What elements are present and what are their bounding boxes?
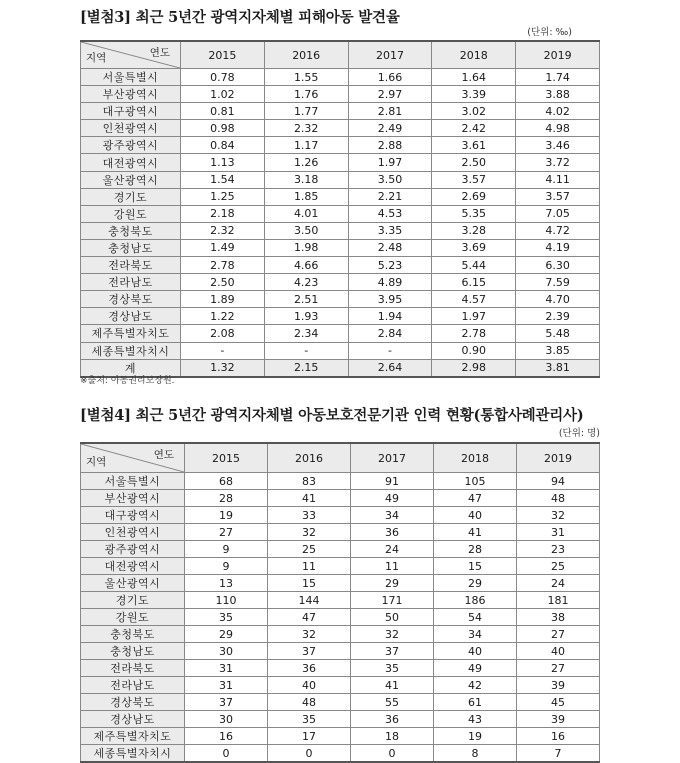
year-header: 2019 (516, 41, 600, 69)
value-cell: 31 (185, 660, 268, 677)
value-cell: 37 (185, 694, 268, 711)
value-cell: 11 (268, 558, 351, 575)
corner-year-label: 연도 (149, 47, 170, 59)
table1-source: ※출처: 아동권리보장원. (80, 376, 175, 386)
value-cell: 29 (434, 575, 517, 592)
value-cell: 110 (185, 592, 268, 609)
table-row (81, 120, 600, 137)
value-cell: 18 (351, 728, 434, 745)
value-cell: 2.78 (181, 257, 265, 274)
value-cell: 1.64 (432, 69, 516, 86)
value-cell: 1.32 (181, 359, 265, 377)
value-cell: 4.11 (516, 171, 600, 188)
table1-unit: (단위: ‰) (527, 27, 572, 38)
corner-region-label: 지역 (86, 456, 107, 468)
value-cell: 39 (517, 711, 600, 728)
region-cell: 충청남도 (81, 643, 185, 660)
value-cell: 186 (434, 592, 517, 609)
value-cell: 23 (517, 541, 600, 558)
value-cell: 37 (268, 643, 351, 660)
table-row (81, 103, 600, 120)
region-cell: 제주특별자치도 (81, 325, 181, 342)
value-cell: 1.17 (264, 137, 348, 154)
value-cell: 50 (351, 609, 434, 626)
value-cell: 2.78 (432, 325, 516, 342)
region-cell: 서울특별시 (81, 473, 185, 490)
value-cell: 7.05 (516, 205, 600, 222)
value-cell: 2.42 (432, 120, 516, 137)
table-row (81, 626, 600, 643)
region-cell: 대전광역시 (81, 154, 181, 171)
region-cell: 광주광역시 (81, 541, 185, 558)
table-row (81, 257, 600, 274)
region-cell: 전라북도 (81, 660, 185, 677)
value-cell: 15 (434, 558, 517, 575)
value-cell: 54 (434, 609, 517, 626)
table-row (81, 342, 600, 359)
value-cell: 1.89 (181, 291, 265, 308)
value-cell: 40 (517, 643, 600, 660)
table2-title: [별첨4] 최근 5년간 광역지자체별 아동보호전문기관 인력 현황(통합사례관리사) (80, 407, 584, 424)
value-cell: 91 (351, 473, 434, 490)
value-cell: 11 (351, 558, 434, 575)
table-row (81, 643, 600, 660)
year-header: 2015 (185, 443, 268, 473)
value-cell: 29 (185, 626, 268, 643)
region-cell: 경상남도 (81, 308, 181, 325)
value-cell: 3.28 (432, 222, 516, 239)
value-cell: 3.72 (516, 154, 600, 171)
value-cell: 2.32 (181, 222, 265, 239)
value-cell: 6.15 (432, 274, 516, 291)
value-cell: 35 (185, 609, 268, 626)
value-cell: 43 (434, 711, 517, 728)
value-cell: 2.84 (348, 325, 432, 342)
region-cell: 서울특별시 (81, 69, 181, 86)
value-cell: - (348, 342, 432, 359)
value-cell: 2.97 (348, 86, 432, 103)
table-row (81, 592, 600, 609)
table1 (80, 40, 600, 378)
value-cell: 1.13 (181, 154, 265, 171)
value-cell: 4.98 (516, 120, 600, 137)
table-row (81, 609, 600, 626)
value-cell: 1.66 (348, 69, 432, 86)
value-cell: 1.85 (264, 188, 348, 205)
value-cell: 45 (517, 694, 600, 711)
value-cell: 1.55 (264, 69, 348, 86)
value-cell: 16 (185, 728, 268, 745)
value-cell: 2.81 (348, 103, 432, 120)
table-row (81, 575, 600, 592)
value-cell: 5.35 (432, 205, 516, 222)
value-cell: 48 (517, 490, 600, 507)
value-cell: 40 (434, 507, 517, 524)
table-row (81, 205, 600, 222)
region-cell: 전라남도 (81, 274, 181, 291)
value-cell: 4.23 (264, 274, 348, 291)
region-cell: 광주광역시 (81, 137, 181, 154)
table-row (81, 524, 600, 541)
region-cell: 대구광역시 (81, 103, 181, 120)
value-cell: 3.39 (432, 86, 516, 103)
value-cell: 3.50 (264, 222, 348, 239)
value-cell: 4.01 (264, 205, 348, 222)
table-row (81, 745, 600, 763)
value-cell: 28 (185, 490, 268, 507)
table-row (81, 677, 600, 694)
value-cell: 7.59 (516, 274, 600, 291)
value-cell: 19 (434, 728, 517, 745)
table2 (80, 442, 600, 763)
value-cell: 105 (434, 473, 517, 490)
region-cell: 인천광역시 (81, 524, 185, 541)
value-cell: 9 (185, 558, 268, 575)
value-cell: 19 (185, 507, 268, 524)
value-cell: 4.89 (348, 274, 432, 291)
value-cell: 38 (517, 609, 600, 626)
region-cell: 울산광역시 (81, 575, 185, 592)
table2-header-row (81, 443, 600, 473)
table-row (81, 558, 600, 575)
value-cell: 33 (268, 507, 351, 524)
year-header: 2018 (434, 443, 517, 473)
value-cell: 68 (185, 473, 268, 490)
region-cell: 경기도 (81, 188, 181, 205)
value-cell: 28 (434, 541, 517, 558)
value-cell: 171 (351, 592, 434, 609)
region-cell: 부산광역시 (81, 490, 185, 507)
table1-title: [별첨3] 최근 5년간 광역지자체별 피해아동 발견율 (80, 9, 400, 26)
value-cell: 2.69 (432, 188, 516, 205)
value-cell: 3.85 (516, 342, 600, 359)
value-cell: 2.64 (348, 359, 432, 377)
value-cell: 3.02 (432, 103, 516, 120)
region-cell: 경상남도 (81, 711, 185, 728)
value-cell: 6.30 (516, 257, 600, 274)
table-row (81, 239, 600, 256)
year-header: 2016 (264, 41, 348, 69)
value-cell: 1.25 (181, 188, 265, 205)
value-cell: 0 (185, 745, 268, 763)
table-row (81, 541, 600, 558)
value-cell: 29 (351, 575, 434, 592)
value-cell: 2.98 (432, 359, 516, 377)
value-cell: 2.32 (264, 120, 348, 137)
value-cell: 40 (434, 643, 517, 660)
value-cell: 17 (268, 728, 351, 745)
value-cell: 0.78 (181, 69, 265, 86)
value-cell: 1.77 (264, 103, 348, 120)
region-cell: 울산광역시 (81, 171, 181, 188)
table-row (81, 325, 600, 342)
value-cell: 1.02 (181, 86, 265, 103)
region-cell: 전라남도 (81, 677, 185, 694)
value-cell: 1.26 (264, 154, 348, 171)
region-cell: 대전광역시 (81, 558, 185, 575)
value-cell: 32 (351, 626, 434, 643)
value-cell: 5.48 (516, 325, 600, 342)
value-cell: 2.50 (181, 274, 265, 291)
table-row (81, 711, 600, 728)
value-cell: 32 (517, 507, 600, 524)
value-cell: 32 (268, 626, 351, 643)
value-cell: 47 (268, 609, 351, 626)
value-cell: 1.54 (181, 171, 265, 188)
value-cell: 37 (351, 643, 434, 660)
value-cell: 25 (517, 558, 600, 575)
value-cell: 42 (434, 677, 517, 694)
value-cell: 2.88 (348, 137, 432, 154)
year-header: 2017 (351, 443, 434, 473)
value-cell: 2.08 (181, 325, 265, 342)
value-cell: 49 (434, 660, 517, 677)
value-cell: 0.81 (181, 103, 265, 120)
value-cell: 40 (268, 677, 351, 694)
value-cell: 27 (185, 524, 268, 541)
value-cell: 25 (268, 541, 351, 558)
value-cell: 2.50 (432, 154, 516, 171)
table2-corner-cell (81, 443, 185, 473)
value-cell: - (264, 342, 348, 359)
value-cell: 41 (434, 524, 517, 541)
value-cell: 5.44 (432, 257, 516, 274)
table-row (81, 473, 600, 490)
value-cell: 4.72 (516, 222, 600, 239)
value-cell: 4.70 (516, 291, 600, 308)
year-header: 2019 (517, 443, 600, 473)
value-cell: 9 (185, 541, 268, 558)
table-row (81, 137, 600, 154)
table-row (81, 222, 600, 239)
value-cell: 1.74 (516, 69, 600, 86)
value-cell: 2.18 (181, 205, 265, 222)
value-cell: 2.21 (348, 188, 432, 205)
region-cell: 경기도 (81, 592, 185, 609)
year-header: 2015 (181, 41, 265, 69)
value-cell: 2.39 (516, 308, 600, 325)
region-cell: 강원도 (81, 609, 185, 626)
table-row (81, 171, 600, 188)
value-cell: 5.23 (348, 257, 432, 274)
table-row (81, 660, 600, 677)
value-cell: 24 (517, 575, 600, 592)
region-cell: 충청북도 (81, 626, 185, 643)
value-cell: 3.95 (348, 291, 432, 308)
value-cell: 144 (268, 592, 351, 609)
value-cell: 4.02 (516, 103, 600, 120)
value-cell: 15 (268, 575, 351, 592)
value-cell: 27 (517, 660, 600, 677)
value-cell: 55 (351, 694, 434, 711)
region-cell: 제주특별자치도 (81, 728, 185, 745)
value-cell: - (181, 342, 265, 359)
value-cell: 47 (434, 490, 517, 507)
year-header: 2017 (348, 41, 432, 69)
value-cell: 3.69 (432, 239, 516, 256)
value-cell: 36 (351, 524, 434, 541)
value-cell: 49 (351, 490, 434, 507)
region-cell: 경상북도 (81, 694, 185, 711)
table1-header-row (81, 41, 600, 69)
value-cell: 1.97 (432, 308, 516, 325)
value-cell: 1.93 (264, 308, 348, 325)
region-cell: 강원도 (81, 205, 181, 222)
value-cell: 1.98 (264, 239, 348, 256)
value-cell: 2.49 (348, 120, 432, 137)
value-cell: 8 (434, 745, 517, 763)
table-row (81, 274, 600, 291)
value-cell: 13 (185, 575, 268, 592)
table-row (81, 308, 600, 325)
value-cell: 2.15 (264, 359, 348, 377)
corner-region-label: 지역 (86, 52, 107, 64)
year-header: 2018 (432, 41, 516, 69)
value-cell: 4.53 (348, 205, 432, 222)
value-cell: 0 (351, 745, 434, 763)
value-cell: 39 (517, 677, 600, 694)
table-row (81, 69, 600, 86)
value-cell: 0 (268, 745, 351, 763)
region-cell: 전라북도 (81, 257, 181, 274)
value-cell: 48 (268, 694, 351, 711)
value-cell: 1.94 (348, 308, 432, 325)
value-cell: 30 (185, 643, 268, 660)
value-cell: 4.19 (516, 239, 600, 256)
value-cell: 1.97 (348, 154, 432, 171)
value-cell: 94 (517, 473, 600, 490)
region-cell: 대구광역시 (81, 507, 185, 524)
value-cell: 41 (268, 490, 351, 507)
value-cell: 4.66 (264, 257, 348, 274)
value-cell: 31 (185, 677, 268, 694)
value-cell: 3.61 (432, 137, 516, 154)
value-cell: 0.84 (181, 137, 265, 154)
value-cell: 35 (351, 660, 434, 677)
value-cell: 34 (351, 507, 434, 524)
value-cell: 35 (268, 711, 351, 728)
value-cell: 3.35 (348, 222, 432, 239)
value-cell: 3.50 (348, 171, 432, 188)
value-cell: 36 (268, 660, 351, 677)
year-header: 2016 (268, 443, 351, 473)
table1-corner-cell (81, 41, 181, 69)
region-cell: 경상북도 (81, 291, 181, 308)
value-cell: 0.90 (432, 342, 516, 359)
value-cell: 3.88 (516, 86, 600, 103)
value-cell: 30 (185, 711, 268, 728)
value-cell: 2.48 (348, 239, 432, 256)
value-cell: 32 (268, 524, 351, 541)
value-cell: 1.22 (181, 308, 265, 325)
value-cell: 2.34 (264, 325, 348, 342)
value-cell: 3.57 (432, 171, 516, 188)
value-cell: 7 (517, 745, 600, 763)
value-cell: 61 (434, 694, 517, 711)
table2-unit: (단위: 명) (558, 428, 600, 439)
table-row (81, 490, 600, 507)
value-cell: 1.49 (181, 239, 265, 256)
value-cell: 27 (517, 626, 600, 643)
value-cell: 16 (517, 728, 600, 745)
table-row (81, 154, 600, 171)
region-cell: 부산광역시 (81, 86, 181, 103)
table-row (81, 694, 600, 711)
value-cell: 34 (434, 626, 517, 643)
value-cell: 181 (517, 592, 600, 609)
value-cell: 41 (351, 677, 434, 694)
region-cell: 세종특별자치시 (81, 342, 181, 359)
value-cell: 24 (351, 541, 434, 558)
region-cell: 세종특별자치시 (81, 745, 185, 763)
corner-year-label: 연도 (153, 449, 174, 461)
value-cell: 1.76 (264, 86, 348, 103)
table-row (81, 507, 600, 524)
value-cell: 0.98 (181, 120, 265, 137)
table-row (81, 188, 600, 205)
value-cell: 83 (268, 473, 351, 490)
region-cell: 충청남도 (81, 239, 181, 256)
table-row (81, 86, 600, 103)
table-row (81, 291, 600, 308)
value-cell: 3.18 (264, 171, 348, 188)
value-cell: 2.51 (264, 291, 348, 308)
value-cell: 31 (517, 524, 600, 541)
value-cell: 4.57 (432, 291, 516, 308)
region-cell: 인천광역시 (81, 120, 181, 137)
region-cell: 충청북도 (81, 222, 181, 239)
value-cell: 3.57 (516, 188, 600, 205)
table-row (81, 728, 600, 745)
value-cell: 3.46 (516, 137, 600, 154)
value-cell: 36 (351, 711, 434, 728)
region-cell: 계 (81, 359, 181, 377)
value-cell: 3.81 (516, 359, 600, 377)
